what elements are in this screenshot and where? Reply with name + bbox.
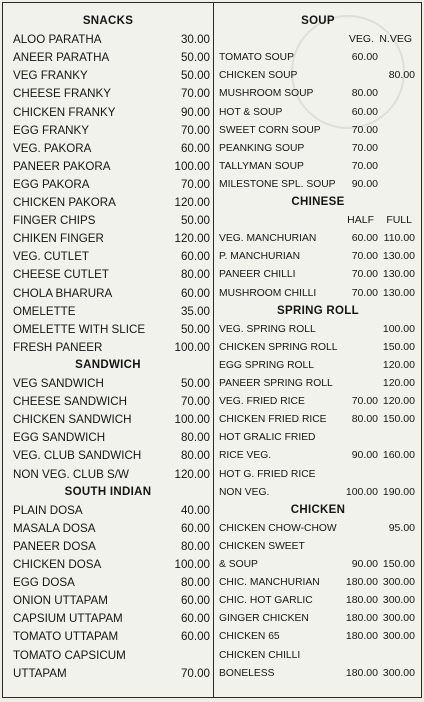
menu-item	[3, 375, 213, 392]
menu-item	[3, 176, 213, 193]
menu-item	[215, 67, 421, 84]
item-name: & SOUP	[219, 559, 258, 570]
menu-item	[3, 85, 213, 102]
item-name: RICE VEG.	[219, 450, 272, 462]
item-price: 300.00	[382, 630, 415, 643]
menu-item	[3, 49, 213, 66]
menu-item	[3, 647, 213, 664]
item-name: ANEER PARATHA	[13, 51, 110, 65]
menu-item	[3, 466, 213, 483]
item-name: UTTAPAM	[13, 666, 67, 680]
menu-item	[215, 538, 421, 555]
menu-item	[215, 466, 421, 483]
item-price: 190.00	[382, 485, 415, 498]
item-price: 70.00	[351, 159, 378, 172]
item-price: 130.00	[382, 286, 415, 299]
item-price: 180.00	[345, 612, 378, 625]
item-price: 70.00	[180, 395, 210, 409]
item-name: EGG SPRING ROLL	[219, 359, 314, 371]
item-price: 60.00	[180, 250, 210, 264]
item-name: OMELETTE	[13, 304, 76, 318]
item-name: HOT G. FRIED RICE	[219, 468, 316, 480]
item-name: GINGER CHICKEN	[219, 613, 309, 625]
item-price: 80.00	[351, 413, 378, 426]
menu-item	[215, 248, 421, 265]
item-price: 100.00	[174, 159, 210, 173]
menu-item	[215, 592, 421, 609]
item-price: 100.00	[174, 413, 210, 427]
item-price: 50.00	[180, 377, 210, 390]
item-price: 90.00	[351, 177, 378, 190]
menu-item	[215, 393, 421, 410]
item-name: CHICKEN CHILLI	[219, 649, 301, 661]
item-price: 100.00	[174, 558, 210, 571]
subheader-label: FULL	[386, 214, 412, 227]
menu-item	[215, 85, 421, 102]
item-price: 180.00	[345, 630, 378, 643]
item-price: 130.00	[382, 250, 415, 263]
menu-item	[215, 556, 421, 573]
item-price: 60.00	[180, 594, 210, 608]
menu-item	[215, 122, 421, 139]
item-price: 70.00	[351, 286, 378, 299]
item-price: 80.00	[180, 431, 210, 445]
item-price: 60.00	[351, 51, 378, 64]
menu-item	[3, 429, 213, 446]
item-name: CHICKEN PAKORA	[13, 196, 116, 209]
item-name: NON VEG.	[219, 486, 270, 498]
item-name: BONELESS	[219, 667, 275, 679]
item-price: 60.00	[180, 521, 210, 535]
menu-item	[3, 447, 213, 464]
menu-item	[215, 429, 421, 446]
item-price: 160.00	[382, 449, 415, 462]
menu-item	[3, 158, 213, 175]
menu-item	[3, 502, 213, 519]
menu-item	[215, 411, 421, 428]
section-title: SANDWICH	[75, 358, 141, 371]
menu-item	[3, 610, 213, 627]
menu-item	[3, 520, 213, 537]
menu-item	[3, 665, 213, 682]
item-name: CHOLA BHARURA	[13, 286, 113, 300]
menu-item	[3, 212, 213, 229]
item-name: CHIKEN FINGER	[13, 232, 104, 246]
item-price: 100.00	[174, 340, 210, 354]
item-price: 30.00	[180, 33, 210, 47]
item-name: CHICKEN FRIED RICE	[219, 414, 327, 426]
item-name: NON VEG. CLUB S/W	[13, 467, 129, 481]
menu-item	[215, 158, 421, 175]
item-name: FINGER CHIPS	[13, 214, 96, 228]
item-price: 90.00	[351, 449, 378, 462]
item-name: CHEESE SANDWICH	[13, 395, 128, 409]
column-divider	[213, 3, 214, 697]
item-price: 60.00	[180, 612, 210, 626]
item-name: ONION UTTAPAM	[13, 594, 108, 608]
item-price: 70.00	[180, 177, 210, 191]
menu-item	[215, 574, 421, 591]
item-name: CAPSIUM UTTAPAM	[13, 612, 123, 626]
column-subheader	[215, 31, 421, 48]
item-name: VEG. CUTLET	[13, 250, 90, 264]
menu-item	[3, 140, 213, 157]
menu-item	[215, 357, 421, 374]
menu-item	[215, 230, 421, 247]
item-price: 60.00	[351, 105, 378, 118]
menu-item	[3, 339, 213, 356]
item-price: 60.00	[180, 141, 210, 155]
menu-item	[215, 104, 421, 121]
item-price: 70.00	[351, 141, 378, 154]
item-price: 70.00	[351, 268, 378, 281]
item-name: MASALA DOSA	[13, 521, 96, 535]
item-name: OMELETTE WITH SLICE	[13, 322, 146, 336]
item-price: 80.00	[388, 69, 415, 82]
menu-item	[3, 266, 213, 283]
menu-item	[215, 339, 421, 356]
item-name: VEG. FRIED RICE	[219, 396, 305, 408]
item-name: HOT GRALIC FRIED	[219, 432, 316, 444]
item-price: 100.00	[345, 485, 378, 498]
menu-item	[3, 303, 213, 320]
item-price: 80.00	[351, 87, 378, 100]
item-name: SWEET CORN SOUP	[219, 124, 321, 136]
menu-item	[215, 647, 421, 664]
item-name: VEG SANDWICH	[13, 377, 104, 390]
section-title: CHINESE	[291, 196, 345, 208]
item-name: MUSHROOM CHILLI	[219, 287, 317, 299]
section-heading-spring-roll	[215, 303, 421, 320]
section-title: SPRING ROLL	[277, 304, 359, 317]
menu-item	[215, 266, 421, 283]
menu-item	[3, 67, 213, 84]
section-title: SOUP	[301, 15, 335, 27]
item-name: CHEESE FRANKY	[13, 87, 111, 101]
item-price: 300.00	[382, 612, 415, 625]
section-heading-chicken	[215, 502, 421, 519]
menu-item	[3, 104, 213, 121]
item-name: TALLYMAN SOUP	[219, 160, 304, 172]
item-price: 300.00	[382, 594, 415, 607]
item-name: EGG SANDWICH	[13, 431, 106, 445]
item-name: EGG FRANKY	[13, 123, 90, 137]
menu-item	[3, 538, 213, 555]
item-name: PLAIN DOSA	[13, 503, 83, 517]
subheader-label: HALF	[347, 214, 374, 227]
menu-item	[3, 194, 213, 211]
item-name: ALOO PARATHA	[13, 33, 102, 47]
subheader-label: VEG.	[348, 33, 374, 46]
item-name: CHICKEN 65	[219, 631, 280, 643]
menu-item	[3, 31, 213, 48]
menu-item	[215, 628, 421, 645]
item-name: TOMATO SOUP	[219, 52, 294, 64]
menu-item	[3, 122, 213, 139]
menu-item	[215, 285, 421, 302]
item-price: 70.00	[180, 123, 210, 137]
item-name: CHICKEN SPRING ROLL	[219, 341, 338, 353]
item-price: 95.00	[388, 521, 415, 534]
item-name: PANEER PAKORA	[13, 159, 111, 173]
item-price: 50.00	[180, 322, 210, 336]
menu-item	[3, 628, 213, 645]
item-name: VEG. CLUB SANDWICH	[13, 449, 142, 463]
item-price: 50.00	[180, 51, 210, 65]
item-name: VEG FRANKY	[13, 69, 88, 83]
item-price: 40.00	[180, 503, 210, 517]
item-name: VEG. PAKORA	[13, 141, 92, 155]
menu-item	[3, 592, 213, 609]
item-price: 90.00	[351, 558, 378, 570]
item-price: 35.00	[180, 304, 210, 318]
item-price: 60.00	[180, 286, 210, 300]
item-name: CHICKEN FRANKY	[13, 105, 116, 119]
menu-item	[215, 520, 421, 537]
menu-item	[215, 484, 421, 501]
item-price: 120.00	[174, 196, 210, 209]
section-heading-south-indian	[3, 484, 213, 501]
item-name: PEANKING SOUP	[219, 142, 305, 154]
section-heading-chinese	[215, 194, 421, 211]
item-name: EGG DOSA	[13, 576, 75, 590]
item-name: TOMATO CAPSICUM	[13, 648, 126, 662]
menu-item	[215, 447, 421, 464]
section-heading-sandwich	[3, 357, 213, 374]
item-price: 70.00	[180, 87, 210, 101]
item-price: 80.00	[180, 449, 210, 463]
menu-item	[3, 393, 213, 410]
item-name: MUSHROOM SOUP	[219, 88, 314, 100]
item-price: 80.00	[180, 539, 210, 553]
item-price: 70.00	[351, 250, 378, 263]
item-price: 120.00	[174, 467, 210, 481]
menu-item	[3, 248, 213, 265]
item-price: 60.00	[180, 630, 210, 644]
section-heading-snacks	[3, 13, 213, 30]
menu-item	[215, 375, 421, 392]
item-name: PANEER CHILLI	[219, 269, 296, 281]
item-name: CHEESE CUTLET	[13, 268, 109, 282]
section-heading-soup	[215, 13, 421, 30]
menu-item	[215, 321, 421, 338]
menu-item	[215, 176, 421, 193]
menu-card	[2, 2, 422, 698]
section-title: SNACKS	[82, 15, 134, 27]
item-name: EGG PAKORA	[13, 177, 90, 191]
section-title: CHICKEN	[290, 503, 346, 516]
menu-item	[3, 321, 213, 338]
item-name: CHICKEN SOUP	[219, 70, 298, 82]
item-price: 70.00	[351, 395, 378, 408]
item-price: 300.00	[382, 576, 415, 589]
menu-item	[3, 411, 213, 428]
item-name: VEG. MANCHURIAN	[219, 233, 317, 245]
item-name: PANEER DOSA	[13, 539, 96, 553]
item-price: 150.00	[382, 413, 415, 426]
item-price: 300.00	[382, 666, 415, 679]
menu-item	[215, 140, 421, 157]
item-price: 120.00	[382, 395, 415, 408]
menu-item	[3, 285, 213, 302]
item-name: CHICKEN DOSA	[13, 558, 102, 571]
item-name: CHICKEN SWEET	[219, 540, 305, 552]
item-price: 100.00	[382, 322, 415, 335]
item-name: CHIC. HOT GARLIC	[219, 595, 313, 607]
section-title: SOUTH INDIAN	[64, 485, 152, 498]
menu-item	[3, 230, 213, 247]
item-name: MILESTONE SPL. SOUP	[219, 178, 336, 190]
menu-item	[3, 574, 213, 591]
item-name: CHICKEN CHOW-CHOW	[219, 522, 337, 534]
item-name: P. MANCHURIAN	[219, 251, 301, 263]
item-name: CHICKEN SANDWICH	[13, 413, 132, 427]
item-price: 60.00	[351, 232, 378, 245]
item-name: VEG. SPRING ROLL	[219, 323, 316, 335]
item-price: 180.00	[345, 594, 378, 607]
item-price: 180.00	[345, 666, 378, 679]
item-price: 120.00	[382, 358, 415, 371]
item-price: 70.00	[351, 123, 378, 136]
item-price: 180.00	[345, 576, 378, 589]
item-name: TOMATO UTTAPAM	[13, 630, 119, 644]
item-price: 120.00	[382, 377, 415, 389]
menu-item	[215, 49, 421, 66]
menu-item	[215, 665, 421, 682]
menu-item	[3, 556, 213, 573]
item-price: 120.00	[174, 232, 210, 246]
item-price: 50.00	[180, 214, 210, 228]
item-name: FRESH PANEER	[13, 340, 103, 354]
item-price: 90.00	[180, 105, 210, 119]
menu-item	[215, 610, 421, 627]
item-price: 150.00	[382, 558, 415, 570]
item-name: CHIC. MANCHURIAN	[219, 577, 320, 589]
item-price: 110.00	[383, 232, 415, 245]
item-price: 50.00	[180, 69, 210, 83]
item-price: 150.00	[382, 340, 415, 353]
item-price: 80.00	[180, 268, 210, 282]
subheader-label: N.VEG	[379, 33, 412, 46]
item-price: 80.00	[180, 576, 210, 590]
item-price: 130.00	[382, 268, 415, 281]
item-price: 70.00	[180, 666, 210, 680]
item-name: HOT & SOUP	[219, 106, 283, 118]
item-name: PANEER SPRING ROLL	[219, 378, 333, 389]
column-subheader	[215, 212, 421, 229]
